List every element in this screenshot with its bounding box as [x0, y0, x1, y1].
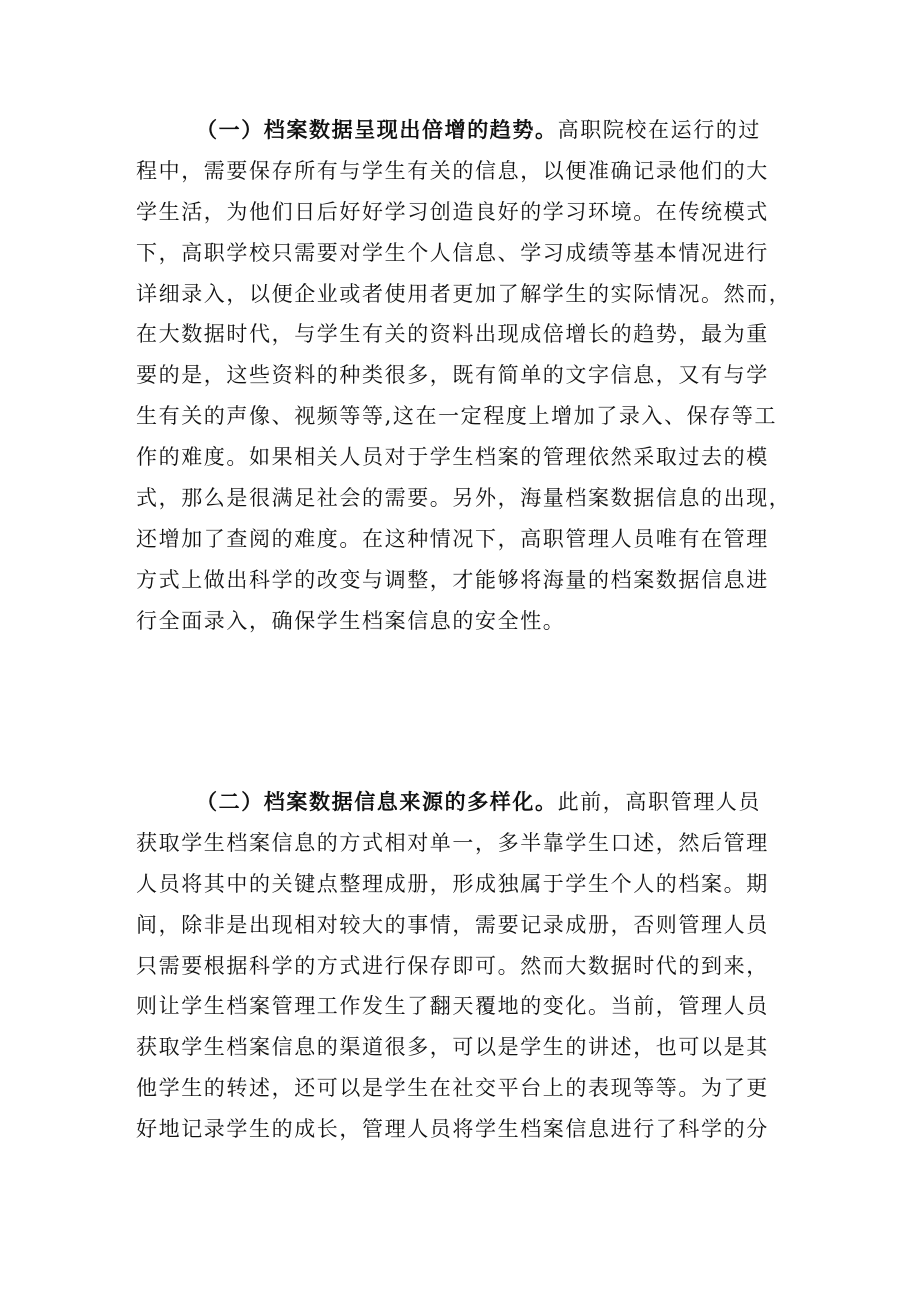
paragraph-1-first-line: [136, 110, 792, 151]
paragraph-1-heading: （一）档案数据呈现出倍增的趋势。: [196, 117, 558, 142]
text-line: 他学生的转述，还可以是学生在社交平台上的表现等等。为了更: [136, 1076, 769, 1101]
text-line: 人员将其中的关键点整理成册，形成独属于学生个人的档案。期: [136, 871, 769, 896]
text-line: 好地记录学生的成长，管理人员将学生档案信息进行了科学的分: [136, 1117, 769, 1142]
text-line: 获取学生档案信息的方式相对单一，多半靠学生口述，然后管理: [136, 830, 769, 855]
text-line: 下，高职学校只需要对学生个人信息、学习成绩等基本情况进行: [136, 240, 769, 265]
paragraph-2-first-line: [136, 782, 792, 823]
text-line: 获取学生档案信息的渠道很多，可以是学生的讲述，也可以是其: [136, 1035, 769, 1060]
text-line: 在大数据时代，与学生有关的资料出现成倍增长的趋势，最为重: [136, 322, 769, 347]
paragraph-1: [136, 110, 792, 642]
paragraph-2-heading: （二）档案数据信息来源的多样化。: [196, 789, 558, 814]
text-line: 程中，需要保存所有与学生有关的信息，以便准确记录他们的大: [136, 158, 769, 183]
text-line: 只需要根据科学的方式进行保存即可。然而大数据时代的到来，: [136, 953, 769, 978]
text-line: 要的是，这些资料的种类很多，既有简单的文字信息，又有与学: [136, 363, 769, 388]
text-line: 学生活，为他们日后好好学习创造良好的学习环境。在传统模式: [136, 199, 769, 224]
text-line: 方式上做出科学的改变与调整，才能够将海量的档案数据信息进: [136, 567, 769, 592]
text-line: 式，那么是很满足社会的需要。另外，海量档案数据信息的出现，: [136, 486, 792, 511]
text-line: 间，除非是出现相对较大的事情，需要记录成册，否则管理人员: [136, 912, 769, 937]
text-line: 生有关的声像、视频等等,这在一定程度上增加了录入、保存等工: [136, 404, 778, 429]
text-line: 高职院校在运行的过: [557, 118, 762, 142]
text-line: 此前，高职管理人员: [557, 790, 762, 814]
paragraph-2: [136, 782, 792, 1150]
text-line: 还增加了查阅的难度。在这种情况下，高职管理人员唯有在管理: [136, 526, 769, 551]
text-line: 作的难度。如果相关人员对于学生档案的管理依然采取过去的模: [136, 445, 769, 470]
text-line: 则让学生档案管理工作发生了翻天覆地的变化。当前，管理人员: [136, 994, 769, 1019]
text-line: 详细录入，以便企业或者使用者更加了解学生的实际情况。然而，: [136, 281, 792, 306]
text-line: 行全面录入，确保学生档案信息的安全性。: [136, 608, 566, 633]
